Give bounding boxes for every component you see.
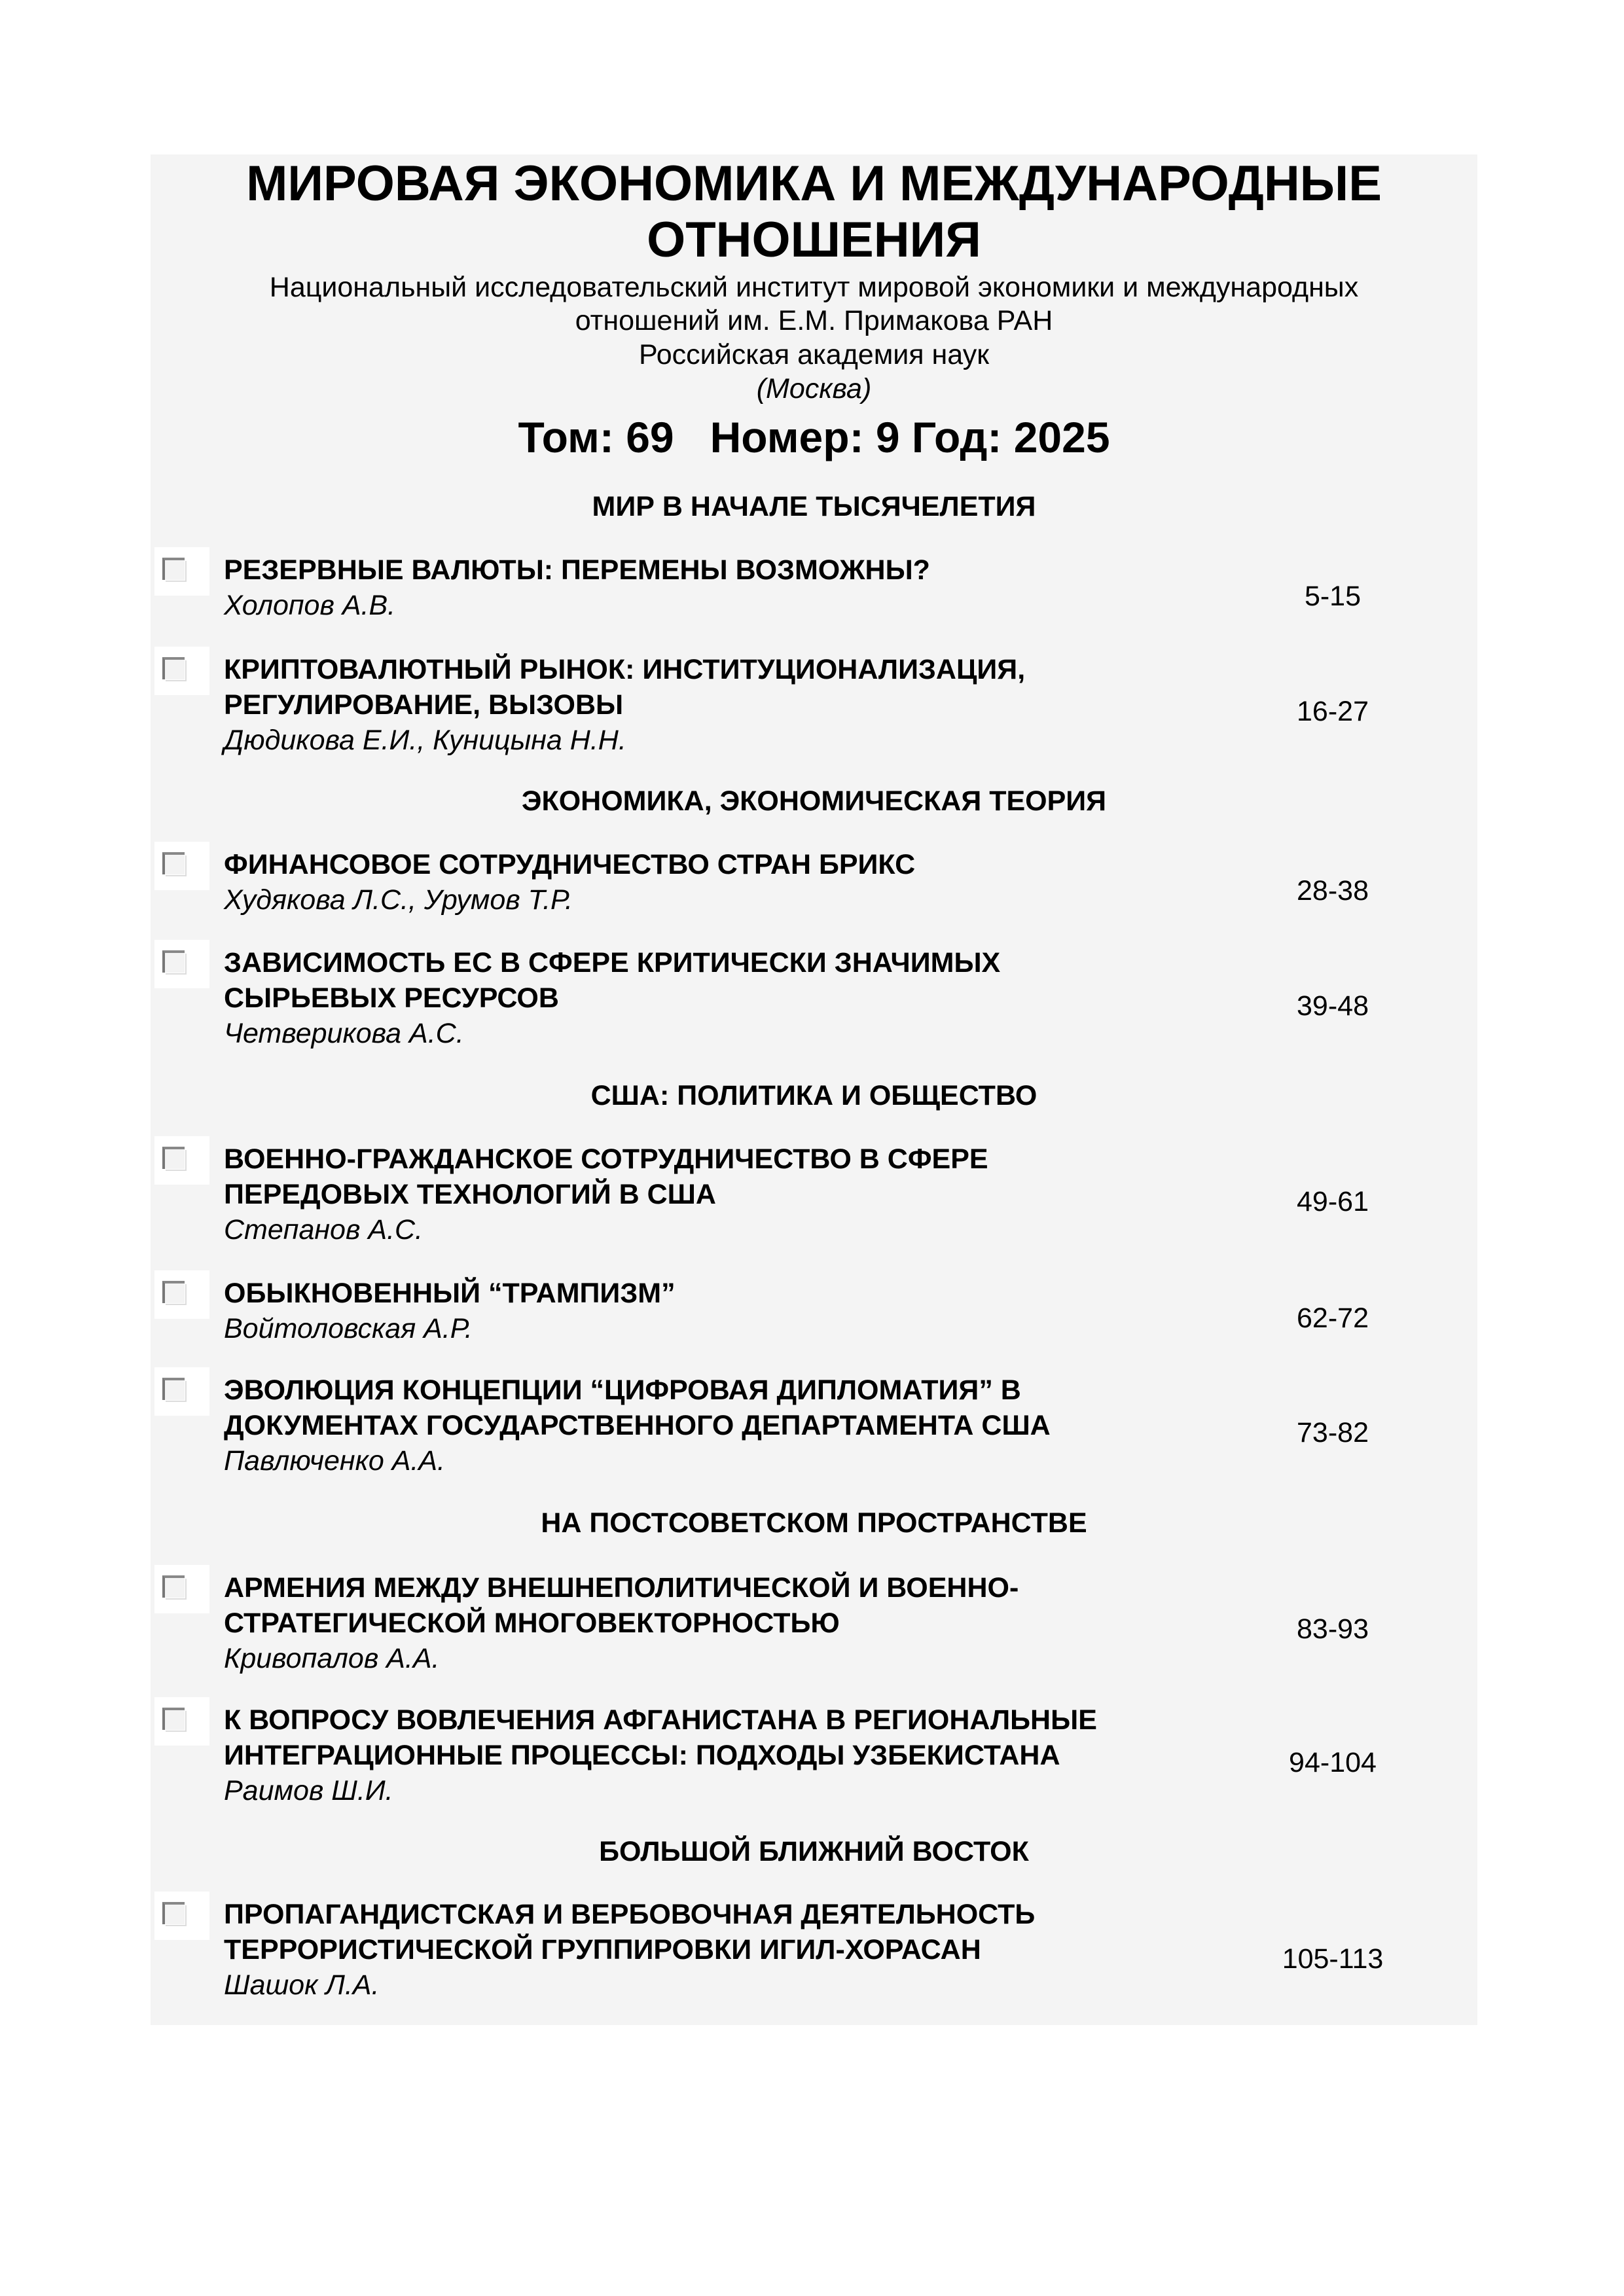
- city: (Москва): [756, 373, 872, 404]
- article-title[interactable]: ПРОПАГАНДИСТСКАЯ И ВЕРБОВОЧНАЯ ДЕЯТЕЛЬНОСТЬ: [224, 1899, 1036, 1930]
- section-heading: БОЛЬШОЙ БЛИЖНИЙ ВОСТОК: [599, 1836, 1029, 1867]
- article-pages: 39-48: [1297, 990, 1369, 1022]
- article-entry: [224, 1276, 1304, 1346]
- article-title[interactable]: АРМЕНИЯ МЕЖДУ ВНЕШНЕПОЛИТИЧЕСКОЙ И ВОЕННО-: [224, 1572, 1019, 1604]
- publisher-line2: отношений им. Е.М. Примакова РАН: [575, 305, 1053, 336]
- article-title[interactable]: ОБЫКНОВЕННЫЙ “ТРАМПИЗМ”: [224, 1278, 676, 1309]
- academy-name: Российская академия наук: [638, 339, 990, 370]
- broken-image-icon: [162, 1147, 185, 1169]
- broken-image-icon: [162, 1575, 185, 1598]
- broken-image-icon: [162, 657, 185, 679]
- article-authors: Дюдикова Е.И., Куницына Н.Н.: [224, 725, 626, 756]
- article-checkbox[interactable]: [154, 1270, 209, 1319]
- article-checkbox[interactable]: [154, 1136, 209, 1185]
- section-heading: ЭКОНОМИКА, ЭКОНОМИЧЕСКАЯ ТЕОРИЯ: [521, 785, 1107, 817]
- article-title[interactable]: ФИНАНСОВОЕ СОТРУДНИЧЕСТВО СТРАН БРИКС: [224, 849, 916, 880]
- journal-title-line1: МИРОВАЯ ЭКОНОМИКА И МЕЖДУНАРОДНЫЕ: [246, 156, 1382, 211]
- article-title[interactable]: ТЕРРОРИСТИЧЕСКОЙ ГРУППИРОВКИ ИГИЛ-ХОРАСАН: [224, 1934, 981, 1965]
- broken-image-icon: [162, 1378, 185, 1400]
- article-entry: [224, 1702, 1304, 1808]
- article-pages: 105-113: [1282, 1943, 1384, 1975]
- article-title[interactable]: ДОКУМЕНТАХ ГОСУДАРСТВЕННОГО ДЕПАРТАМЕНТА США: [224, 1410, 1051, 1441]
- article-title[interactable]: ПЕРЕДОВЫХ ТЕХНОЛОГИЙ В США: [224, 1179, 716, 1210]
- article-authors: Холопов А.В.: [224, 590, 396, 621]
- article-checkbox[interactable]: [154, 547, 209, 596]
- article-checkbox[interactable]: [154, 1697, 209, 1746]
- article-title[interactable]: РЕГУЛИРОВАНИЕ, ВЫЗОВЫ: [224, 689, 624, 721]
- article-title[interactable]: СЫРЬЕВЫХ РЕСУРСОВ: [224, 982, 559, 1014]
- section-heading: США: ПОЛИТИКА И ОБЩЕСТВО: [590, 1080, 1038, 1111]
- article-checkbox[interactable]: [154, 647, 209, 695]
- article-pages: 49-61: [1297, 1186, 1369, 1217]
- article-entry: [224, 945, 1304, 1051]
- section-heading: МИР В НАЧАЛЕ ТЫСЯЧЕЛЕТИЯ: [592, 491, 1036, 522]
- article-pages: 28-38: [1297, 875, 1369, 906]
- article-pages: 5-15: [1304, 581, 1362, 612]
- broken-image-icon: [162, 1281, 185, 1303]
- article-checkbox[interactable]: [154, 1565, 209, 1613]
- article-title[interactable]: КРИПТОВАЛЮТНЫЙ РЫНОК: ИНСТИТУЦИОНАЛИЗАЦИЯ,: [224, 654, 1026, 685]
- article-authors: Раимов Ш.И.: [224, 1775, 393, 1806]
- article-entry: [224, 1372, 1304, 1479]
- article-authors: Войтоловская А.Р.: [224, 1313, 473, 1344]
- article-title[interactable]: ВОЕННО-ГРАЖДАНСКОЕ СОТРУДНИЧЕСТВО В СФЕРЕ: [224, 1143, 988, 1175]
- article-pages: 94-104: [1289, 1747, 1377, 1778]
- article-title[interactable]: РЕЗЕРВНЫЕ ВАЛЮТЫ: ПЕРЕМЕНЫ ВОЗМОЖНЫ?: [224, 554, 930, 586]
- article-title[interactable]: К ВОПРОСУ ВОВЛЕЧЕНИЯ АФГАНИСТАНА В РЕГИОНАЛЬНЫЕ: [224, 1704, 1097, 1736]
- issue-info: Том: 69 Номер: 9 Год: 2025: [518, 413, 1110, 461]
- article-title[interactable]: ЭВОЛЮЦИЯ КОНЦЕПЦИИ “ЦИФРОВАЯ ДИПЛОМАТИЯ” В: [224, 1374, 1021, 1406]
- article-entry: [224, 847, 1304, 918]
- broken-image-icon: [162, 558, 185, 580]
- article-entry: [224, 1897, 1304, 2003]
- article-pages: 62-72: [1297, 1302, 1369, 1334]
- journal-title-line2: ОТНОШЕНИЯ: [647, 212, 981, 268]
- article-checkbox[interactable]: [154, 842, 209, 890]
- article-authors: Степанов А.С.: [224, 1214, 423, 1246]
- article-title[interactable]: ИНТЕГРАЦИОННЫЕ ПРОЦЕССЫ: ПОДХОДЫ УЗБЕКИСТАНА: [224, 1740, 1060, 1771]
- article-entry: [224, 652, 1304, 758]
- article-title[interactable]: ЗАВИСИМОСТЬ ЕС В СФЕРЕ КРИТИЧЕСКИ ЗНАЧИМЫХ: [224, 947, 1001, 978]
- article-authors: Павлюченко А.А.: [224, 1445, 445, 1477]
- broken-image-icon: [162, 1708, 185, 1730]
- article-entry: [224, 1141, 1304, 1247]
- article-entry: [224, 1570, 1304, 1676]
- article-checkbox[interactable]: [154, 1367, 209, 1416]
- article-authors: Кривопалов А.А.: [224, 1643, 440, 1674]
- article-pages: 73-82: [1297, 1417, 1369, 1448]
- article-title[interactable]: СТРАТЕГИЧЕСКОЙ МНОГОВЕКТОРНОСТЬЮ: [224, 1607, 840, 1639]
- broken-image-icon: [162, 852, 185, 874]
- article-entry: [224, 552, 1304, 623]
- broken-image-icon: [162, 950, 185, 973]
- broken-image-icon: [162, 1902, 185, 1924]
- article-checkbox[interactable]: [154, 1892, 209, 1940]
- section-heading: НА ПОСТСОВЕТСКОМ ПРОСТРАНСТВЕ: [541, 1507, 1087, 1539]
- article-pages: 16-27: [1297, 696, 1369, 727]
- article-authors: Шашок Л.А.: [224, 1969, 380, 2001]
- article-checkbox[interactable]: [154, 940, 209, 988]
- article-authors: Четверикова А.С.: [224, 1018, 464, 1049]
- article-pages: 83-93: [1297, 1613, 1369, 1645]
- publisher-line1: Национальный исследовательский институт мировой экономики и международных: [269, 272, 1359, 303]
- article-authors: Худякова Л.С., Урумов Т.Р.: [224, 884, 573, 916]
